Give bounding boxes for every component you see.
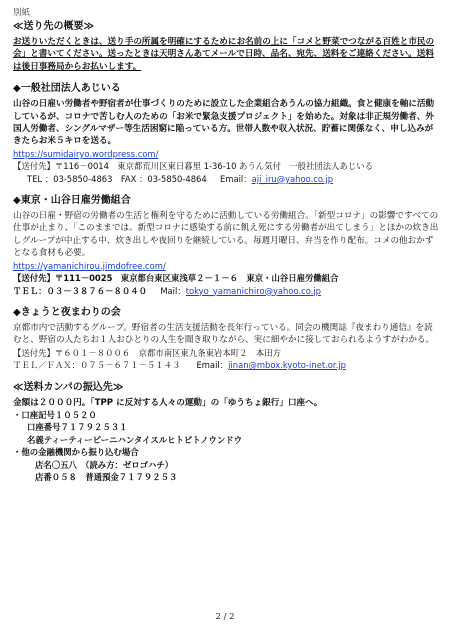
org-kyoto-phone: ＴＥＬ／ＦＡＸ：０７５－６７１－５１４３ xyxy=(13,360,181,371)
document-page xyxy=(13,6,439,483)
org-kyoto-email[interactable]: jinan@mbox.kyoto-inet.or.jp xyxy=(228,360,346,371)
org-ajiiru xyxy=(13,82,439,185)
org-kyoto-description: 京都市内で活動するグループ。野宿者の生活支援活動を長年行っている。同会の機関誌『夜まわり通信』を読むと、野宿の人たちお１人おひとりの人生を聞き取りながら、実に細やかに接しておられるようすがわかる。 xyxy=(13,322,435,346)
kanpa-intro: 金額は２０００円。「TPP に反対する人々の運動」の「ゆうちょ銀行」口座へ。 xyxy=(13,397,323,408)
kanpa-line: 名義ティーティーピーニハンタイスルヒトビトノウンドウ xyxy=(27,434,242,445)
org-ajiiru-description: 山谷の日雇い労働者や野宿者が仕事づくりのために設立した企業組合あうんの協力組織。食と健康を軸に活動しているが、コロナで苦しむ人のための「お米で緊急支援プロジェクト」を始めた。対象は非正規労働者、外国人労働者、シングルマザー等生活困窮に陥っている方。世帯人数や収入状況、貯蓄に関係なく、申し込みがきたらお米５キロを送る。 xyxy=(13,99,435,147)
overview-heading: ≪送り先の概要≫ xyxy=(13,21,94,32)
org-sanya-address: 〒111－0025 東京都台東区東浅草２－１－６ 東京・山谷日雇労働組合 xyxy=(54,273,339,284)
org-sanya-description: 山谷の日雇・野宿の労働者の生活と権利を守るために活動している労働組合。「新型コロナ」の影響ですべての仕事が止まり、「このままでは、新型コロナに感染する前に飢え死にする労働者が出てしまう」とほかの炊き出しグループが中止する中、炊き出しや夜回りを継続している。毎週月曜日、弁当を作り配布。コメの他おかずとなる食材も必要。 xyxy=(13,211,439,259)
org-kyoto-address-label: 【送付先】 xyxy=(13,347,55,358)
kanpa-heading: ≪送料カンパの振込先≫ xyxy=(13,381,124,393)
org-kyoto-address: 〒６０１－８００６ 京都市南区東九条東岩本町２ 本田方 xyxy=(54,347,281,358)
kanpa-line: ・他の金融機関から振り込む場合 xyxy=(13,447,139,458)
org-sanya-phone: ＴＥＬ：０３－３８７６－８０４０ xyxy=(13,285,147,296)
org-ajiiru-email-label: Email： xyxy=(220,173,252,184)
org-sanya-address-label: 【送付先】 xyxy=(13,273,55,284)
kanpa-line: 店番０５８ 普通預金７１７９２５３ xyxy=(35,471,178,482)
kanpa-section xyxy=(13,381,439,484)
org-kyoto-email-label: Email： xyxy=(196,360,229,371)
org-sanya-url[interactable]: https://yamanichirou.jimdofree.com/ xyxy=(13,260,166,271)
kanpa-line: ・口座記号１０５２０ xyxy=(13,409,97,420)
org-kyoto xyxy=(13,306,439,372)
org-kyoto-heading: ◆きょうと夜まわりの会 xyxy=(13,306,121,318)
org-ajiiru-email[interactable]: aji_iru@yahoo.co.jp xyxy=(251,173,334,184)
attachment-tag: 別紙 xyxy=(13,8,31,18)
org-ajiiru-address-label: 【送付先】 xyxy=(13,161,55,172)
org-ajiiru-phone: TEL ：03-5850-4863 FAX ：03-5850-4864 xyxy=(27,173,207,184)
overview-text: お送りいただくときは、送り手の所属を明確にするためにお名前の上に「コメと野菜でつながる百姓と市民の会」と書いてください。送ったときは天明さんあてメールで日時、品名、宛先、送料をご連絡ください。送料は後日事務局からお払いします。 xyxy=(13,37,435,72)
org-sanya xyxy=(13,194,439,297)
org-ajiiru-url[interactable]: https://sumidairyo.wordpress.com/ xyxy=(13,148,159,159)
org-sanya-heading: ◆東京・山谷日雇労働組合 xyxy=(13,195,131,207)
org-ajiiru-heading: ◆一般社団法人あじいる xyxy=(13,83,121,95)
org-sanya-email[interactable]: tokyo_yamanichiro@yahoo.co.jp xyxy=(185,285,321,296)
page-number: 2 / 2 xyxy=(215,612,235,622)
kanpa-line: 店名〇五八 （読み方：ゼロゴハチ） xyxy=(35,459,174,470)
org-ajiiru-address: 〒116－0014 東京都荒川区東日暮里 1-36-10 あうん気付 一般社団法人あじいる xyxy=(54,161,374,172)
org-sanya-email-label: Mail： xyxy=(160,285,186,296)
kanpa-line: 口座番号７１７９２５３１ xyxy=(27,422,128,433)
